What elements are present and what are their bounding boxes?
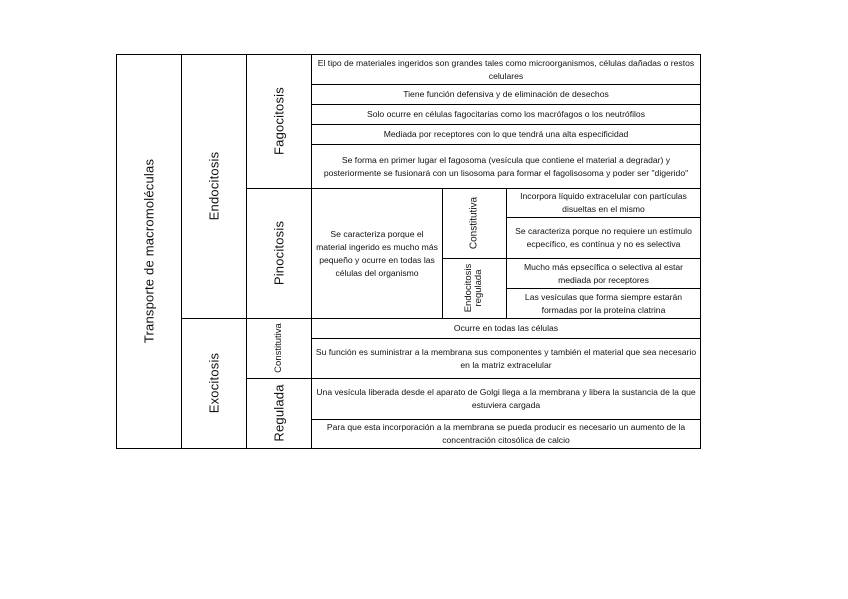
fago-row-2: Tiene función defensiva y de eliminación de desechos xyxy=(403,89,609,99)
pino-regulada-label: Endocitosis regulada xyxy=(463,263,484,313)
fago-row-5: Se forma en primer lugar el fagosoma (vesícula que contiene el material a degradar) y posteriormente se fusionará con un lisosoma para formar el fagolisosoma y poder ser "digerido" xyxy=(323,154,689,178)
table-border-left xyxy=(116,54,117,449)
fago-row-4: Mediada por receptores con lo que tendrá una alta especificidad xyxy=(383,129,629,139)
pino-const-row-2: Se caracteriza porque no requiere un estímulo ecpecífico, es contínua y no es selectiva xyxy=(515,226,692,249)
table-border-bottom xyxy=(116,448,701,449)
root-label: Transporte de macromoléculas xyxy=(141,158,157,344)
pino-reg-row-1: Mucho más epsecífica o selectiva al estar mediada por receptores xyxy=(523,261,684,285)
fago-row-3: Solo ocurre en células fagocitarias como los macrófagos o los neutrófilos xyxy=(366,109,645,119)
exocitosis-label: Exocitosis xyxy=(206,352,222,414)
exo-reg-row-1: Una vesícula liberada desde el aparato de Golgi llega a la membrana y libera la sustancia de la que estuviera cargada xyxy=(316,387,696,410)
fagocitosis-label: Fagocitosis xyxy=(271,87,287,155)
exo-const-row-2: Su función es suministrar a la membrana sus componentes y también el material que sea necesario en la matriz extracelular xyxy=(315,346,697,370)
col-line-2 xyxy=(246,54,247,449)
table-border-right xyxy=(700,54,701,449)
pino-reg-row-2: Las vesículas que forma siempre estarán formadas por la proteína clatrina xyxy=(524,291,683,315)
pinocitosis-label: Pinocitosis xyxy=(271,220,287,286)
exo-reg-row-2: Para que esta incorporación a la membrana se pueda producir es necesario un aumento de la concentración citosólica de calcio xyxy=(326,422,686,445)
endocitosis-label: Endocitosis xyxy=(206,151,222,221)
pino-constitutiva-label: Constitutiva xyxy=(468,196,480,250)
col-line-4 xyxy=(442,188,443,318)
pino-description: Se caracteriza porque el material ingerido es mucho más pequeño y ocurre en todas las células del organismo xyxy=(316,228,438,278)
pino-const-row-1: Incorpora líquido extracelular con partículas disueltas en el mismo xyxy=(520,191,687,214)
exo-constitutiva-label: Constitutiva xyxy=(273,323,284,373)
exo-regulada-label: Regulada xyxy=(271,384,287,442)
col-line-1 xyxy=(181,54,182,449)
exo-const-row-1: Ocurre en todas las células xyxy=(453,323,559,333)
fago-row-1: El tipo de materiales ingeridos son grandes tales como microorganismos, células dañadas o restos celulares xyxy=(317,57,695,81)
